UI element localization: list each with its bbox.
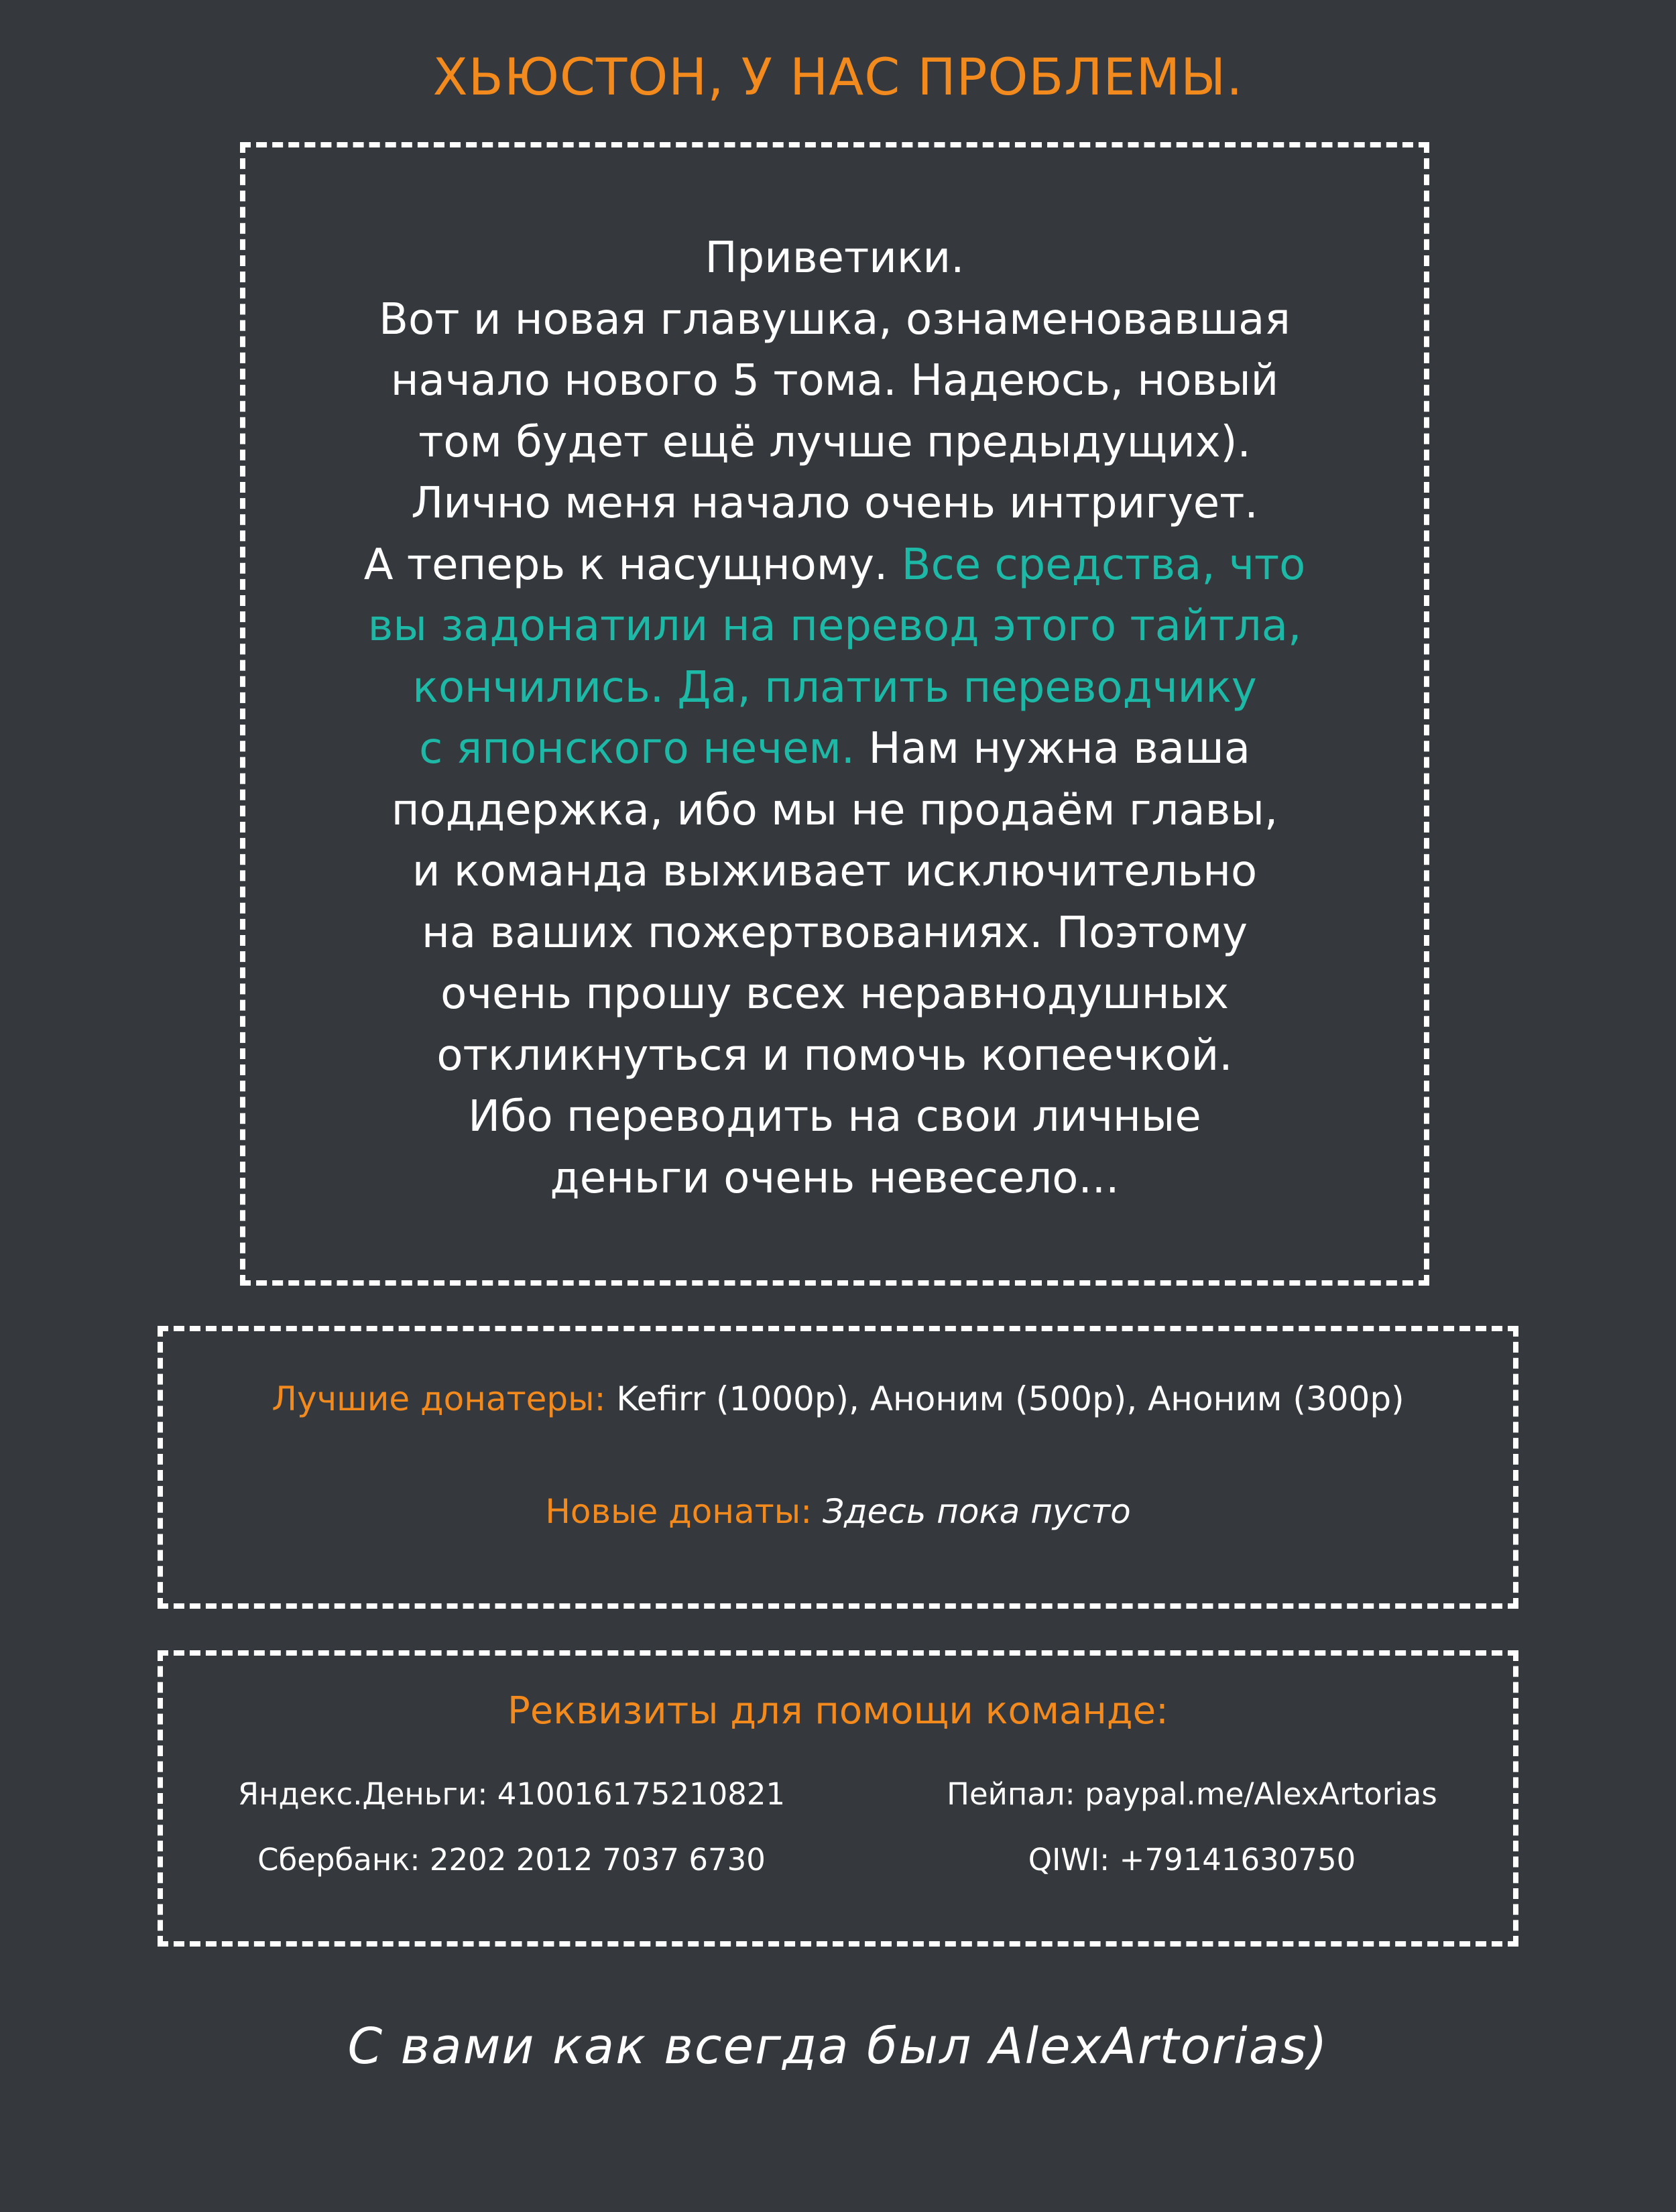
requisites-title: Реквизиты для помощи команде: — [507, 1689, 1169, 1733]
message-line — [245, 596, 1424, 658]
qiwi-requisite: QIWI: +79141630750 — [1028, 1842, 1356, 1878]
donors-box — [158, 1326, 1518, 1609]
top-donors-list: Kefirr (1000р), Аноним (500р), Аноним (300р) — [605, 1379, 1404, 1418]
message-line: Вот и новая главушка, ознаменовавшая — [379, 294, 1291, 345]
message-line: Ибо переводить на свои личные — [468, 1092, 1201, 1142]
top-donors-label: Лучшие донатеры: — [272, 1379, 606, 1418]
message-line: А теперь к насущному. Все средства, что — [363, 540, 1306, 590]
highlight-text: кончились. Да, платить переводчику — [412, 662, 1257, 713]
new-donations-value: Здесь пока пусто — [812, 1492, 1131, 1531]
highlight-text: вы задонатили на перевод этого тайтла, — [367, 601, 1302, 651]
highlight-text: Все средства, что — [901, 540, 1306, 590]
message-line: и команда выживает исключительно — [412, 847, 1258, 896]
sberbank-requisite: Сбербанк: 2202 2012 7037 6730 — [257, 1842, 766, 1878]
message-line: Приветики. — [705, 233, 965, 283]
yandex-money-requisite: Яндекс.Деньги: 410016175210821 — [237, 1776, 786, 1812]
requisites-box — [158, 1650, 1518, 1947]
message-line: очень прошу всех неравнодушных — [440, 969, 1229, 1019]
message-line: с японского нечем. Нам нужна ваша — [419, 724, 1250, 774]
new-donations-row — [163, 1492, 1513, 1531]
message-box — [240, 142, 1429, 1286]
new-donations-label: Новые донаты: — [545, 1492, 813, 1531]
message-line — [245, 658, 1424, 719]
highlight-text: с японского нечем. — [419, 724, 855, 774]
signoff-text: С вами как всегда был AlexArtorias) — [347, 2018, 1329, 2075]
message-line: том будет ещё лучше предыдущих). — [418, 417, 1251, 467]
message-line: откликнуться и помочь копеечкой. — [436, 1030, 1233, 1081]
message-line: начало нового 5 тома. Надеюсь, новый — [390, 356, 1279, 406]
top-donors-row — [163, 1379, 1513, 1418]
message-line: поддержка, ибо мы не продаём главы, — [391, 785, 1278, 835]
page-title: ХЬЮСТОН, У НАС ПРОБЛЕМЫ. — [432, 47, 1244, 107]
message-line: Лично меня начало очень интригует. — [411, 479, 1258, 528]
message-line: деньги очень невесело... — [550, 1153, 1120, 1203]
message-text — [245, 228, 1424, 1209]
paypal-requisite: Пейпал: paypal.me/AlexArtorias — [947, 1776, 1437, 1812]
message-line: на ваших пожертвованиях. Поэтому — [422, 908, 1248, 958]
